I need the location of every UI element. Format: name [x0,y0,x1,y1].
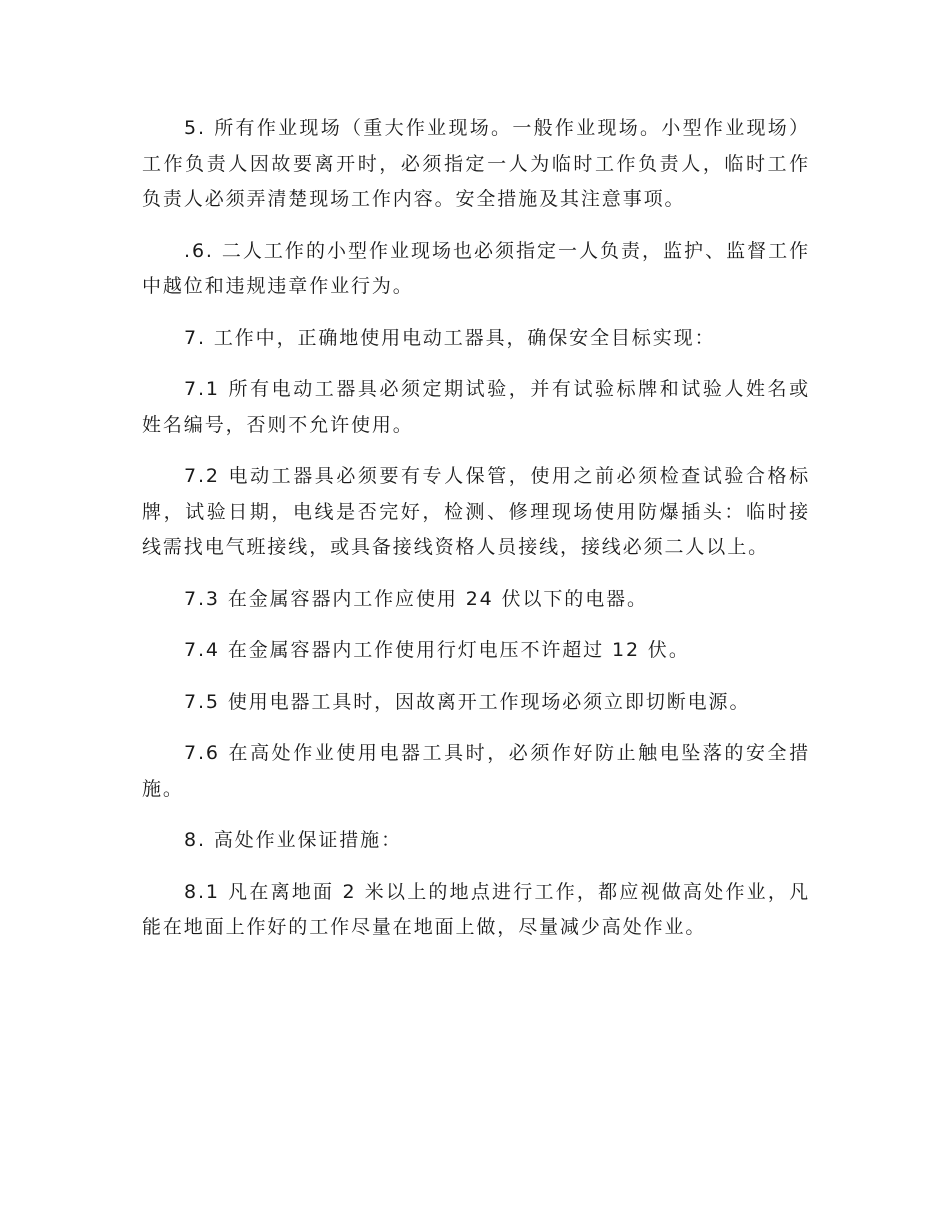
paragraph-8: 8. 高处作业保证措施： [184,829,402,851]
paragraph-7: 7. 工作中，正确地使用电动工器具，确保安全目标实现： [184,326,716,349]
paragraph-7-6: 7.6 在高处作业使用电器工具时，必须作好防止触电坠落的安全措施。 [142,742,810,800]
paragraph-8-1: 8.1 凡在离地面 2 米以上的地点进行工作，都应视做高处作业，凡能在地面上作好的工作尽量在地面上做，尽量减少高处作业。 [142,880,810,938]
paragraph-7-1: 7.1 所有电动工器具必须定期试验，并有试验标牌和试验人姓名或姓名编号，否则不允许使用。 [142,378,810,436]
paragraph-7-4: 7.4 在金属容器内工作使用行灯电压不许超过 12 伏。 [184,639,690,661]
paragraph-7-2: 7.2 电动工器具必须要有专人保管，使用之前必须检查试验合格标牌，试验日期，电线是否完好，检测、修理现场使用防爆插头：临时接线需找电气班接线，或具备接线资格人员接线，接线必须二人以上。 [142,465,810,558]
paragraph-5: 5. 所有作业现场（重大作业现场。一般作业现场。小型作业现场）工作负责人因故要离开时，必须指定一人为临时工作负责人，临时工作负责人必须弄清楚现场工作内容。安全措施及其注意事项。 [142,117,810,210]
paragraph-7-5: 7.5 使用电器工具时，因故离开工作现场必须立即切断电源。 [184,690,751,713]
paragraph-6: .6. 二人工作的小型作业现场也必须指定一人负责，监护、监督工作中越位和违规违章作业行为。 [142,239,810,297]
document-body [142,111,810,962]
paragraph-7-3: 7.3 在金属容器内工作应使用 24 伏以下的电器。 [184,587,648,610]
